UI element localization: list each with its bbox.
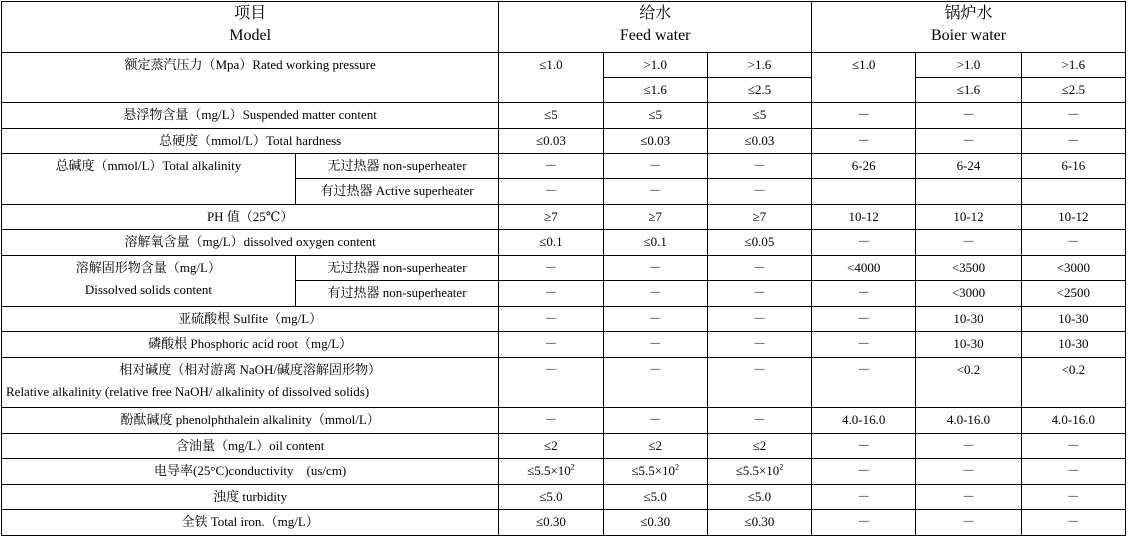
cell: 6-24 (916, 154, 1021, 179)
cell: － (812, 485, 916, 510)
cell: － (707, 408, 811, 434)
cell: － (707, 154, 811, 179)
table-row-turbidity (2, 485, 1126, 510)
cell: － (812, 510, 916, 536)
header-feed-water (499, 2, 812, 53)
solids-label-en: Dissolved solids content (84, 282, 212, 297)
cell: － (499, 281, 603, 307)
cell: ≤2.5 (1021, 78, 1125, 103)
cell: 10-12 (812, 205, 916, 230)
table-row-solids-1 (2, 256, 1126, 281)
header-boiler-cn: 锅炉水 (944, 5, 993, 22)
row-label: PH 值（25℃） (2, 205, 499, 230)
relative-label-en: Relative alkalinity (relative free NaOH/ alkalinity of dissolved solids) (6, 384, 370, 399)
cell: － (812, 358, 916, 408)
cell: － (499, 307, 603, 332)
cell: ≥7 (603, 205, 707, 230)
cond-exp: 2 (570, 462, 575, 472)
cell: － (916, 103, 1021, 129)
cell: ≥7 (499, 205, 603, 230)
row-label: 浊度 turbidity (2, 485, 499, 510)
header-item-en: Model (229, 27, 272, 44)
cell: ≤2 (707, 434, 811, 459)
cell: 10-30 (1021, 332, 1125, 358)
cell: － (812, 459, 916, 485)
cell (812, 179, 916, 205)
row-label: 电导率(25°C)conductivity (us/cm) (2, 459, 499, 485)
cell: － (812, 332, 916, 358)
cell: 10-30 (1021, 307, 1125, 332)
cell: － (707, 256, 811, 281)
table-row-alkalinity-1 (2, 154, 1126, 179)
cell: ≤1.6 (916, 78, 1021, 103)
cell: ≤0.05 (707, 230, 811, 256)
cell: － (707, 281, 811, 307)
cell: － (499, 256, 603, 281)
table-row-suspended (2, 103, 1126, 129)
table-row-phosphoric (2, 332, 1126, 358)
row-sublabel: 无过热器 non-superheater (295, 154, 499, 179)
row-label: 全铁 Total iron.（mg/L） (2, 510, 499, 536)
cell: >1.6 (1021, 53, 1125, 78)
cell: － (499, 358, 603, 408)
cell: 4.0-16.0 (812, 408, 916, 434)
cell: － (603, 408, 707, 434)
cell: ≤0.1 (603, 230, 707, 256)
cell: ≤0.30 (603, 510, 707, 536)
table-row-relative-alkalinity (2, 358, 1126, 408)
row-sublabel: 有过热器 Active superheater (295, 179, 499, 205)
table-row-hardness (2, 129, 1126, 154)
cell: － (812, 129, 916, 154)
cell: － (707, 358, 811, 408)
header-item-cn: 项目 (234, 5, 267, 22)
cell: ≤0.30 (707, 510, 811, 536)
cell: ≤1.0 (812, 53, 916, 103)
cell (603, 459, 707, 485)
water-quality-table (1, 1, 1126, 536)
cell: ≤1.6 (603, 78, 707, 103)
table-row-oil (2, 434, 1126, 459)
cell (916, 179, 1021, 205)
relative-label-cn: 相对碱度（相对游离 NaOH/碱度溶解固形物） (119, 362, 382, 377)
cell: 4.0-16.0 (1021, 408, 1125, 434)
cell: <3000 (1021, 256, 1125, 281)
cell: － (916, 485, 1021, 510)
cell: － (1021, 103, 1125, 129)
cell: 6-26 (812, 154, 916, 179)
cell: － (603, 332, 707, 358)
row-label: 额定蒸汽压力（Mpa）Rated working pressure (2, 53, 499, 103)
cell: － (707, 179, 811, 205)
cell: － (499, 408, 603, 434)
cell: － (603, 179, 707, 205)
row-label: 磷酸根 Phosphoric acid root（mg/L） (2, 332, 499, 358)
cell: － (812, 230, 916, 256)
cell: － (812, 434, 916, 459)
cell: － (916, 459, 1021, 485)
cond-exp: 2 (675, 462, 680, 472)
cond-exp: 2 (779, 462, 784, 472)
cell: >1.0 (603, 53, 707, 78)
header-boiler-water (812, 2, 1126, 53)
cell: － (812, 103, 916, 129)
cond-base: ≤5.5×10 (631, 463, 676, 478)
cell: 10-12 (916, 205, 1021, 230)
row-sublabel: 有过热器 non-superheater (295, 281, 499, 307)
cell: 6-16 (1021, 154, 1125, 179)
cell: － (603, 256, 707, 281)
cell (1021, 179, 1125, 205)
cell: ≤1.0 (499, 53, 603, 103)
cell: ≤5 (707, 103, 811, 129)
cond-base: ≤5.5×10 (527, 463, 571, 478)
cell: ≤5 (603, 103, 707, 129)
cell: － (812, 307, 916, 332)
cell: － (812, 281, 916, 307)
table-row-oxygen (2, 230, 1126, 256)
cell: >1.6 (707, 53, 811, 78)
cell: ≤0.03 (603, 129, 707, 154)
row-label (2, 256, 296, 307)
row-label: 酚酞碱度 phenolphthalein alkalinity（mmol/L） (2, 408, 499, 434)
cell: － (1021, 434, 1125, 459)
cell: － (916, 510, 1021, 536)
cell: － (499, 154, 603, 179)
cell: － (603, 307, 707, 332)
row-label: 溶解氧含量（mg/L）dissolved oxygen content (2, 230, 499, 256)
solids-label-cn: 溶解固形物含量（mg/L） (75, 260, 221, 275)
cell: － (916, 230, 1021, 256)
header-feed-cn: 给水 (639, 5, 672, 22)
header-boiler-en: Boier water (931, 27, 1007, 44)
header-row (2, 2, 1126, 53)
cell: － (916, 434, 1021, 459)
cell: － (707, 332, 811, 358)
cell: － (707, 307, 811, 332)
cell (499, 459, 603, 485)
cell: － (1021, 459, 1125, 485)
header-item (2, 2, 499, 53)
cell: － (916, 129, 1021, 154)
cell: ≤5.0 (707, 485, 811, 510)
cell: － (603, 281, 707, 307)
cell: － (1021, 510, 1125, 536)
cell: 10-30 (916, 332, 1021, 358)
cell: － (499, 179, 603, 205)
cell: 10-30 (916, 307, 1021, 332)
cell: ≤0.03 (499, 129, 603, 154)
cell: ≤5.0 (603, 485, 707, 510)
cell: － (603, 358, 707, 408)
cell: <3000 (916, 281, 1021, 307)
cell: 10-12 (1021, 205, 1125, 230)
cell: ≤0.1 (499, 230, 603, 256)
cell: － (1021, 485, 1125, 510)
row-label: 亚硫酸根 Sulfite（mg/L） (2, 307, 499, 332)
cell: ≤0.30 (499, 510, 603, 536)
row-sublabel: 无过热器 non-superheater (295, 256, 499, 281)
table-row-sulfite (2, 307, 1126, 332)
cell: ≤5.0 (499, 485, 603, 510)
cell: － (603, 154, 707, 179)
table-row-conductivity (2, 459, 1126, 485)
cell: ≤2 (603, 434, 707, 459)
table-row-phenolphthalein (2, 408, 1126, 434)
cell: <2500 (1021, 281, 1125, 307)
cell: 4.0-16.0 (916, 408, 1021, 434)
table-row-ph (2, 205, 1126, 230)
cell: ≤5 (499, 103, 603, 129)
row-label: 含油量（mg/L）oil content (2, 434, 499, 459)
cell: <0.2 (916, 358, 1021, 408)
header-feed-en: Feed water (619, 27, 691, 44)
cell: <3500 (916, 256, 1021, 281)
cell: ≥7 (707, 205, 811, 230)
cell: >1.0 (916, 53, 1021, 78)
cond-base: ≤5.5×10 (735, 463, 780, 478)
cell: － (1021, 230, 1125, 256)
row-label (2, 358, 499, 408)
cell (707, 459, 811, 485)
row-label: 总碱度（mmol/L）Total alkalinity (2, 154, 296, 205)
cell: － (499, 332, 603, 358)
cell: － (1021, 129, 1125, 154)
cell: <4000 (812, 256, 916, 281)
table-row-iron (2, 510, 1126, 536)
row-label: 总硬度（mmol/L）Total hardness (2, 129, 499, 154)
row-label: 悬浮物含量（mg/L）Suspended matter content (2, 103, 499, 129)
cell: ≤2.5 (707, 78, 811, 103)
cell: <0.2 (1021, 358, 1125, 408)
cell: ≤0.03 (707, 129, 811, 154)
cell: ≤2 (499, 434, 603, 459)
table-row-rated-pressure (2, 53, 1126, 78)
